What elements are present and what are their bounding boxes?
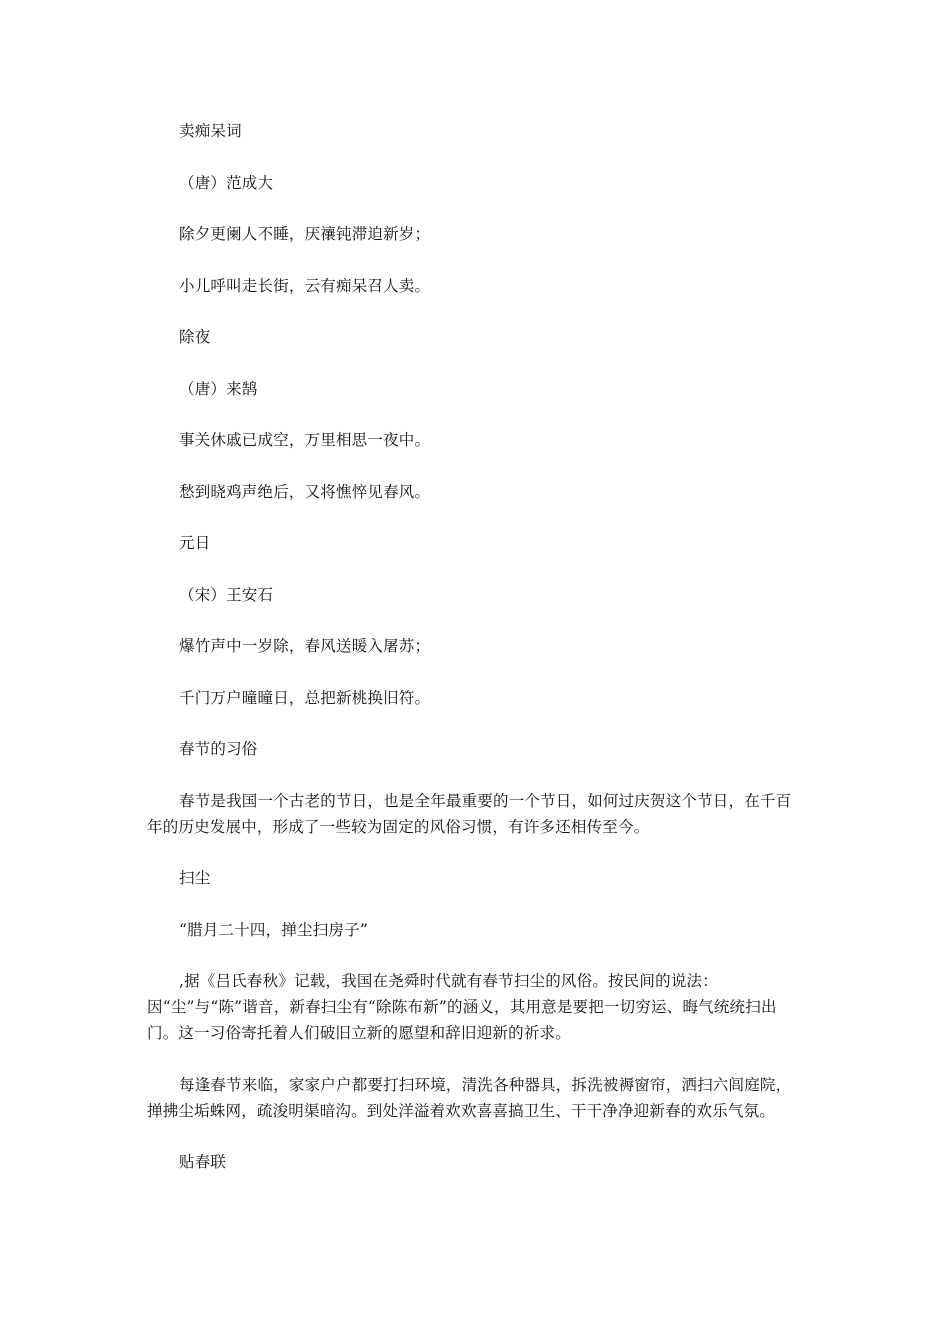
document-body xyxy=(147,118,802,1201)
saying-quote: “腊月二十四，掸尘扫房子” xyxy=(179,920,368,939)
poem-line: 爆竹声中一岁除，春风送暖入屠苏； xyxy=(179,637,431,655)
poem-author-lai-hu: （唐）来鹄 xyxy=(179,379,258,398)
poem-line: 小儿呼叫走长街，云有痴呆召人卖。 xyxy=(179,276,431,295)
poem-title-yuanri: 元日 xyxy=(179,534,211,552)
poem-line: 事关休戚已成空，万里相思一夜中。 xyxy=(179,431,431,449)
body-paragraph: ,据《吕氏春秋》记载，我国在尧舜时代就有春节扫尘的风俗。按民间的说法：因“尘”与“陈”谐音，新春扫尘有“除陈布新”的涵义，其用意是要把一切穷运、晦气统统扫出门。这一习俗寄托着人们破旧立新的愿望和辞旧迎新的祈求。 xyxy=(147,972,777,1042)
poem-title-chuye: 除夜 xyxy=(179,328,211,346)
poem-line: 愁到晓鸡声绝后，又将憔悴见春风。 xyxy=(179,482,431,501)
body-paragraph: 每逢春节来临，家家户户都要打扫环境，清洗各种器具，拆洗被褥窗帘，洒扫六闾庭院，掸拂尘垢蛛网，疏浚明渠暗沟。到处洋溢着欢欢喜喜搞卫生、干干净净迎新春的欢乐气氛。 xyxy=(147,1075,792,1120)
section-heading-spring-festival-customs: 春节的习俗 xyxy=(179,740,258,758)
section-heading-spring-couplets: 贴春联 xyxy=(179,1153,227,1171)
poem-title-mai-chidai-ci: 卖痴呆词 xyxy=(179,122,242,140)
poem-line: 千门万户曈曈日，总把新桃换旧符。 xyxy=(179,688,431,707)
section-heading-sweeping-dust: 扫尘 xyxy=(179,869,211,887)
poem-author-fan-chengda: （唐）范成大 xyxy=(179,173,274,192)
poem-author-wang-anshi: （宋）王安石 xyxy=(179,585,274,604)
body-paragraph: 春节是我国一个古老的节日，也是全年最重要的一个节日，如何过庆贺这个节日，在千百年的历史发展中，形成了一些较为固定的风俗习惯，有许多还相传至今。 xyxy=(147,791,792,836)
poem-line: 除夕更阑人不睡，厌禳钝滞迫新岁； xyxy=(179,225,431,243)
